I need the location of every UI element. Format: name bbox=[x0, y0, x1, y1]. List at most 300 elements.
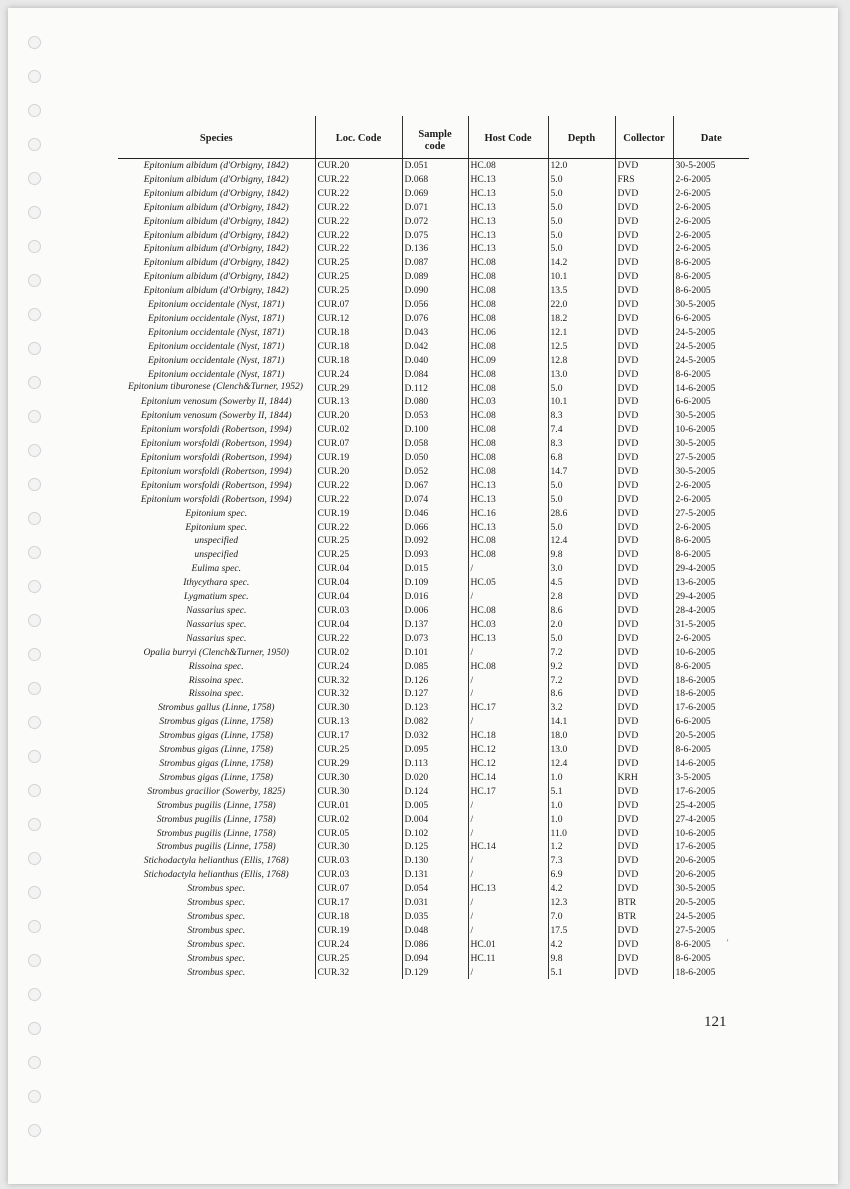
cell-collector: DVD bbox=[615, 201, 673, 215]
cell-depth: 18.2 bbox=[548, 312, 615, 326]
cell-species: Epitonium albidum (d'Orbigny, 1842) bbox=[143, 173, 289, 185]
table-row bbox=[118, 813, 749, 827]
cell-loc-code: CUR.25 bbox=[315, 534, 402, 548]
cell-collector: DVD bbox=[615, 632, 673, 646]
cell-date: 24-5-2005 bbox=[673, 340, 749, 354]
cell-collector: DVD bbox=[615, 799, 673, 813]
cell-host-code: / bbox=[468, 646, 548, 660]
cell-loc-code: CUR.24 bbox=[315, 660, 402, 674]
cell-host-code: / bbox=[468, 715, 548, 729]
cell-host-code: HC.17 bbox=[468, 785, 548, 799]
cell-host-code: HC.13 bbox=[468, 632, 548, 646]
binder-hole bbox=[28, 70, 41, 83]
cell-loc-code: CUR.19 bbox=[315, 924, 402, 938]
cell-collector: DVD bbox=[615, 701, 673, 715]
cell-depth: 1.0 bbox=[548, 771, 615, 785]
cell-host-code: HC.08 bbox=[468, 423, 548, 437]
cell-collector: DVD bbox=[615, 312, 673, 326]
cell-date: 27-5-2005 bbox=[673, 451, 749, 465]
cell-host-code: HC.09 bbox=[468, 354, 548, 368]
cell-host-code: HC.13 bbox=[468, 173, 548, 187]
cell-loc-code: CUR.22 bbox=[315, 201, 402, 215]
table-row bbox=[118, 201, 749, 215]
cell-loc-code: CUR.17 bbox=[315, 896, 402, 910]
cell-species: Epitonium albidum (d'Orbigny, 1842) bbox=[143, 285, 289, 297]
cell-sample-code: D.136 bbox=[402, 242, 468, 256]
table-row bbox=[118, 562, 749, 576]
cell-collector: DVD bbox=[615, 507, 673, 521]
binder-hole bbox=[28, 920, 41, 933]
cell-species: Epitonium worsfoldi (Robertson, 1994) bbox=[140, 465, 292, 477]
cell-depth: 8.3 bbox=[548, 409, 615, 423]
cell-species: Epitonium venosum (Sowerby II, 1844) bbox=[140, 396, 292, 408]
cell-sample-code: D.040 bbox=[402, 354, 468, 368]
cell-date: 30-5-2005 bbox=[673, 437, 749, 451]
cell-species: Strombus gallus (Linne, 1758) bbox=[158, 702, 275, 714]
table-row bbox=[118, 646, 749, 660]
cell-species: Epitonium occidentale (Nyst, 1871) bbox=[148, 368, 285, 380]
table-row bbox=[118, 590, 749, 604]
cell-collector: DVD bbox=[615, 674, 673, 688]
cell-date: 30-5-2005 bbox=[673, 298, 749, 312]
cell-species: Epitonium worsfoldi (Robertson, 1994) bbox=[140, 479, 292, 491]
table-row bbox=[118, 966, 749, 980]
cell-collector: DVD bbox=[615, 854, 673, 868]
cell-date: 2-6-2005 bbox=[673, 187, 749, 201]
cell-depth: 11.0 bbox=[548, 827, 615, 841]
table-row bbox=[118, 215, 749, 229]
cell-depth: 5.0 bbox=[548, 242, 615, 256]
cell-loc-code: CUR.25 bbox=[315, 270, 402, 284]
cell-loc-code: CUR.18 bbox=[315, 340, 402, 354]
cell-sample-code: D.076 bbox=[402, 312, 468, 326]
cell-sample-code: D.004 bbox=[402, 813, 468, 827]
cell-date: 30-5-2005 bbox=[673, 159, 749, 173]
cell-depth: 5.1 bbox=[548, 785, 615, 799]
cell-sample-code: D.069 bbox=[402, 187, 468, 201]
cell-species: Epitonium albidum (d'Orbigny, 1842) bbox=[143, 229, 289, 241]
cell-species: Nassarius spec. bbox=[186, 632, 247, 644]
cell-date: 8-6-2005 bbox=[673, 284, 749, 298]
table-row bbox=[118, 507, 749, 521]
table-row bbox=[118, 576, 749, 590]
cell-date: 8-6-2005 bbox=[673, 256, 749, 270]
cell-host-code: HC.18 bbox=[468, 729, 548, 743]
cell-collector: DVD bbox=[615, 687, 673, 701]
table-row bbox=[118, 159, 749, 173]
cell-sample-code: D.095 bbox=[402, 743, 468, 757]
cell-host-code: HC.13 bbox=[468, 187, 548, 201]
cell-host-code: HC.06 bbox=[468, 326, 548, 340]
table-row bbox=[118, 827, 749, 841]
cell-host-code: HC.08 bbox=[468, 256, 548, 270]
cell-date: 2-6-2005 bbox=[673, 173, 749, 187]
cell-species: Strombus gigas (Linne, 1758) bbox=[159, 730, 274, 742]
cell-species: Stichodactyla helianthus (Ellis, 1768) bbox=[143, 869, 289, 881]
cell-depth: 13.5 bbox=[548, 284, 615, 298]
cell-host-code: HC.13 bbox=[468, 229, 548, 243]
cell-collector: DVD bbox=[615, 576, 673, 590]
cell-loc-code: CUR.25 bbox=[315, 743, 402, 757]
cell-date: 10-6-2005 bbox=[673, 423, 749, 437]
cell-host-code: HC.13 bbox=[468, 882, 548, 896]
cell-loc-code: CUR.13 bbox=[315, 715, 402, 729]
cell-collector: DVD bbox=[615, 242, 673, 256]
binder-hole bbox=[28, 1022, 41, 1035]
cell-loc-code: CUR.22 bbox=[315, 521, 402, 535]
binder-hole bbox=[28, 1124, 41, 1137]
cell-depth: 1.0 bbox=[548, 799, 615, 813]
binder-hole bbox=[28, 818, 41, 831]
cell-species: Epitonium tiburonese (Clench&Turner, 1952) bbox=[128, 380, 303, 392]
cell-depth: 13.0 bbox=[548, 743, 615, 757]
cell-loc-code: CUR.30 bbox=[315, 785, 402, 799]
cell-sample-code: D.068 bbox=[402, 173, 468, 187]
cell-date: 30-5-2005 bbox=[673, 882, 749, 896]
cell-loc-code: CUR.20 bbox=[315, 465, 402, 479]
binder-hole bbox=[28, 1090, 41, 1103]
binder-hole bbox=[28, 580, 41, 593]
cell-sample-code: D.084 bbox=[402, 368, 468, 382]
cell-depth: 5.0 bbox=[548, 201, 615, 215]
cell-loc-code: CUR.24 bbox=[315, 938, 402, 952]
cell-collector: DVD bbox=[615, 215, 673, 229]
cell-species: Rissoina spec. bbox=[188, 688, 244, 700]
cell-species: Epitonium albidum (d'Orbigny, 1842) bbox=[143, 271, 289, 283]
cell-species: Stichodactyla helianthus (Ellis, 1768) bbox=[143, 855, 289, 867]
cell-host-code: HC.05 bbox=[468, 576, 548, 590]
cell-species: Nassarius spec. bbox=[186, 618, 247, 630]
cell-host-code: HC.03 bbox=[468, 395, 548, 409]
table-header-row bbox=[118, 116, 749, 159]
cell-depth: 4.2 bbox=[548, 882, 615, 896]
cell-date: 25-4-2005 bbox=[673, 799, 749, 813]
cell-loc-code: CUR.22 bbox=[315, 479, 402, 493]
cell-collector: DVD bbox=[615, 952, 673, 966]
cell-collector: DVD bbox=[615, 437, 673, 451]
binder-hole bbox=[28, 240, 41, 253]
cell-loc-code: CUR.04 bbox=[315, 562, 402, 576]
cell-loc-code: CUR.12 bbox=[315, 312, 402, 326]
cell-sample-code: D.043 bbox=[402, 326, 468, 340]
binder-hole bbox=[28, 138, 41, 151]
cell-depth: 3.0 bbox=[548, 562, 615, 576]
cell-loc-code: CUR.32 bbox=[315, 687, 402, 701]
cell-collector: DVD bbox=[615, 187, 673, 201]
cell-sample-code: D.086 bbox=[402, 938, 468, 952]
cell-sample-code: D.015 bbox=[402, 562, 468, 576]
cell-date: 31-5-2005 bbox=[673, 618, 749, 632]
cell-depth: 10.1 bbox=[548, 395, 615, 409]
cell-sample-code: D.073 bbox=[402, 632, 468, 646]
cell-species: Strombus spec. bbox=[187, 924, 246, 936]
cell-date: 13-6-2005 bbox=[673, 576, 749, 590]
cell-species: Strombus gigas (Linne, 1758) bbox=[159, 757, 274, 769]
cell-species: Rissoina spec. bbox=[188, 674, 244, 686]
cell-species: Epitonium worsfoldi (Robertson, 1994) bbox=[140, 452, 292, 464]
cell-host-code: HC.08 bbox=[468, 409, 548, 423]
binder-hole bbox=[28, 1056, 41, 1069]
cell-collector: DVD bbox=[615, 590, 673, 604]
table-row bbox=[118, 896, 749, 910]
cell-depth: 7.0 bbox=[548, 910, 615, 924]
page-number: 121 bbox=[704, 1014, 727, 1030]
cell-date: 24-5-2005 bbox=[673, 910, 749, 924]
cell-loc-code: CUR.19 bbox=[315, 451, 402, 465]
cell-collector: DVD bbox=[615, 882, 673, 896]
cell-species: unspecified bbox=[194, 535, 239, 547]
cell-species: Strombus gigas (Linne, 1758) bbox=[159, 716, 274, 728]
cell-loc-code: CUR.30 bbox=[315, 771, 402, 785]
cell-collector: DVD bbox=[615, 451, 673, 465]
cell-date: 18-6-2005 bbox=[673, 687, 749, 701]
cell-collector: DVD bbox=[615, 534, 673, 548]
cell-sample-code: D.124 bbox=[402, 785, 468, 799]
cell-sample-code: D.137 bbox=[402, 618, 468, 632]
cell-species: Strombus spec. bbox=[187, 966, 246, 978]
cell-sample-code: D.031 bbox=[402, 896, 468, 910]
cell-collector: DVD bbox=[615, 840, 673, 854]
cell-loc-code: CUR.05 bbox=[315, 827, 402, 841]
cell-sample-code: D.042 bbox=[402, 340, 468, 354]
cell-date: 24-5-2005 bbox=[673, 326, 749, 340]
cell-species: Epitonium albidum (d'Orbigny, 1842) bbox=[143, 160, 289, 171]
cell-sample-code: D.129 bbox=[402, 966, 468, 980]
cell-depth: 7.2 bbox=[548, 646, 615, 660]
cell-sample-code: D.093 bbox=[402, 548, 468, 562]
binder-hole bbox=[28, 614, 41, 627]
cell-depth: 14.2 bbox=[548, 256, 615, 270]
cell-depth: 5.0 bbox=[548, 632, 615, 646]
binder-hole bbox=[28, 308, 41, 321]
cell-date: 27-5-2005 bbox=[673, 507, 749, 521]
cell-sample-code: D.016 bbox=[402, 590, 468, 604]
cell-sample-code: D.071 bbox=[402, 201, 468, 215]
cell-collector: DVD bbox=[615, 966, 673, 980]
cell-date: 2-6-2005 bbox=[673, 229, 749, 243]
cell-loc-code: CUR.03 bbox=[315, 868, 402, 882]
cell-host-code: / bbox=[468, 590, 548, 604]
cell-species: Epitonium worsfoldi (Robertson, 1994) bbox=[140, 424, 292, 436]
cell-species: Epitonium occidentale (Nyst, 1871) bbox=[148, 312, 285, 324]
cell-collector: DVD bbox=[615, 924, 673, 938]
cell-loc-code: CUR.29 bbox=[315, 382, 402, 396]
table-row bbox=[118, 952, 749, 966]
cell-depth: 12.1 bbox=[548, 326, 615, 340]
binder-hole bbox=[28, 954, 41, 967]
cell-date: 2-6-2005 bbox=[673, 521, 749, 535]
cell-sample-code: D.125 bbox=[402, 840, 468, 854]
cell-sample-code: D.050 bbox=[402, 451, 468, 465]
cell-host-code: HC.08 bbox=[468, 437, 548, 451]
cell-collector: DVD bbox=[615, 868, 673, 882]
cell-collector: FRS bbox=[615, 173, 673, 187]
cell-sample-code: D.102 bbox=[402, 827, 468, 841]
binder-hole bbox=[28, 546, 41, 559]
cell-depth: 6.9 bbox=[548, 868, 615, 882]
cell-depth: 4.2 bbox=[548, 938, 615, 952]
cell-depth: 5.0 bbox=[548, 479, 615, 493]
cell-depth: 7.4 bbox=[548, 423, 615, 437]
cell-collector: DVD bbox=[615, 270, 673, 284]
table-row bbox=[118, 354, 749, 368]
cell-species: Epitonium occidentale (Nyst, 1871) bbox=[148, 299, 285, 311]
specimen-table bbox=[118, 116, 749, 979]
col-header-loc-code: Loc. Code bbox=[315, 116, 402, 159]
cell-loc-code: CUR.18 bbox=[315, 910, 402, 924]
cell-date: 20-6-2005 bbox=[673, 868, 749, 882]
cell-collector: DVD bbox=[615, 743, 673, 757]
cell-collector: DVD bbox=[615, 562, 673, 576]
cell-host-code: HC.08 bbox=[468, 270, 548, 284]
cell-loc-code: CUR.04 bbox=[315, 590, 402, 604]
cell-loc-code: CUR.22 bbox=[315, 493, 402, 507]
cell-host-code: HC.16 bbox=[468, 507, 548, 521]
cell-species: Ithycythara spec. bbox=[183, 577, 250, 589]
cell-date: 14-6-2005 bbox=[673, 382, 749, 396]
cell-species: Epitonium occidentale (Nyst, 1871) bbox=[148, 340, 285, 352]
cell-host-code: HC.08 bbox=[468, 312, 548, 326]
cell-depth: 14.1 bbox=[548, 715, 615, 729]
binder-hole bbox=[28, 206, 41, 219]
cell-species: Rissoina spec. bbox=[188, 660, 244, 672]
cell-loc-code: CUR.04 bbox=[315, 576, 402, 590]
cell-date: 8-6-2005 bbox=[673, 548, 749, 562]
table-row bbox=[118, 674, 749, 688]
cell-loc-code: CUR.22 bbox=[315, 229, 402, 243]
cell-date: 29-4-2005 bbox=[673, 590, 749, 604]
binder-hole bbox=[28, 716, 41, 729]
binder-hole bbox=[28, 682, 41, 695]
cell-collector: DVD bbox=[615, 938, 673, 952]
table-row bbox=[118, 423, 749, 437]
cell-host-code: / bbox=[468, 868, 548, 882]
cell-species: unspecified bbox=[194, 549, 239, 561]
cell-host-code: HC.13 bbox=[468, 201, 548, 215]
binder-hole bbox=[28, 750, 41, 763]
cell-species: Epitonium worsfoldi (Robertson, 1994) bbox=[140, 493, 292, 505]
cell-loc-code: CUR.17 bbox=[315, 729, 402, 743]
cell-date: 2-6-2005 bbox=[673, 632, 749, 646]
cell-sample-code: D.090 bbox=[402, 284, 468, 298]
cell-date: 28-4-2005 bbox=[673, 604, 749, 618]
binder-hole bbox=[28, 784, 41, 797]
cell-species: Strombus spec. bbox=[187, 938, 246, 950]
cell-date: 8-6-2005 bbox=[673, 952, 749, 966]
cell-depth: 5.0 bbox=[548, 382, 615, 396]
cell-loc-code: CUR.30 bbox=[315, 840, 402, 854]
cell-loc-code: CUR.32 bbox=[315, 966, 402, 980]
cell-collector: DVD bbox=[615, 521, 673, 535]
cell-species: Strombus gracilior (Sowerby, 1825) bbox=[147, 785, 286, 797]
cell-date: 6-6-2005 bbox=[673, 715, 749, 729]
cell-depth: 2.0 bbox=[548, 618, 615, 632]
cell-sample-code: D.109 bbox=[402, 576, 468, 590]
cell-sample-code: D.058 bbox=[402, 437, 468, 451]
cell-species: Strombus spec. bbox=[187, 910, 246, 922]
cell-date: 6-6-2005 bbox=[673, 395, 749, 409]
cell-depth: 17.5 bbox=[548, 924, 615, 938]
cell-sample-code: D.094 bbox=[402, 952, 468, 966]
table-row bbox=[118, 924, 749, 938]
binder-hole bbox=[28, 172, 41, 185]
table-row bbox=[118, 729, 749, 743]
cell-loc-code: CUR.19 bbox=[315, 507, 402, 521]
binder-hole bbox=[28, 478, 41, 491]
cell-date: 24-5-2005 bbox=[673, 354, 749, 368]
cell-host-code: HC.08 bbox=[468, 382, 548, 396]
cell-species: Epitonium occidentale (Nyst, 1871) bbox=[148, 354, 285, 366]
cell-depth: 9.2 bbox=[548, 660, 615, 674]
cell-date: 8-6-2005 bbox=[673, 270, 749, 284]
cell-loc-code: CUR.18 bbox=[315, 326, 402, 340]
cell-depth: 8.3 bbox=[548, 437, 615, 451]
binder-hole bbox=[28, 988, 41, 1001]
cell-date: 17-6-2005 bbox=[673, 701, 749, 715]
cell-species: Strombus pugilis (Linne, 1758) bbox=[156, 841, 276, 853]
cell-date: 8-6-2005 bbox=[673, 660, 749, 674]
cell-loc-code: CUR.03 bbox=[315, 604, 402, 618]
cell-collector: DVD bbox=[615, 395, 673, 409]
cell-host-code: / bbox=[468, 562, 548, 576]
cell-host-code: HC.13 bbox=[468, 215, 548, 229]
cell-depth: 14.7 bbox=[548, 465, 615, 479]
cell-depth: 12.0 bbox=[548, 159, 615, 173]
cell-sample-code: D.051 bbox=[402, 159, 468, 173]
table-row bbox=[118, 451, 749, 465]
cell-depth: 1.2 bbox=[548, 840, 615, 854]
table-row bbox=[118, 687, 749, 701]
cell-sample-code: D.080 bbox=[402, 395, 468, 409]
table-row bbox=[118, 340, 749, 354]
cell-depth: 8.6 bbox=[548, 604, 615, 618]
table-row bbox=[118, 854, 749, 868]
cell-depth: 4.5 bbox=[548, 576, 615, 590]
cell-collector: DVD bbox=[615, 618, 673, 632]
cell-host-code: HC.08 bbox=[468, 604, 548, 618]
cell-date: 2-6-2005 bbox=[673, 242, 749, 256]
cell-date: 29-4-2005 bbox=[673, 562, 749, 576]
cell-collector: DVD bbox=[615, 409, 673, 423]
cell-date: 17-6-2005 bbox=[673, 785, 749, 799]
table-row bbox=[118, 298, 749, 312]
cell-collector: DVD bbox=[615, 284, 673, 298]
cell-loc-code: CUR.25 bbox=[315, 952, 402, 966]
cell-loc-code: CUR.30 bbox=[315, 701, 402, 715]
cell-date: 2-6-2005 bbox=[673, 215, 749, 229]
cell-depth: 18.0 bbox=[548, 729, 615, 743]
cell-depth: 9.8 bbox=[548, 952, 615, 966]
col-header-species: Species bbox=[118, 116, 315, 159]
cell-depth: 10.1 bbox=[548, 270, 615, 284]
cell-date: 8-6-2005 bbox=[673, 938, 749, 952]
cell-depth: 1.0 bbox=[548, 813, 615, 827]
table-row bbox=[118, 395, 749, 409]
table-row bbox=[118, 229, 749, 243]
binder-hole bbox=[28, 104, 41, 117]
cell-host-code: / bbox=[468, 674, 548, 688]
cell-loc-code: CUR.03 bbox=[315, 854, 402, 868]
cell-host-code: HC.08 bbox=[468, 548, 548, 562]
cell-host-code: HC.13 bbox=[468, 521, 548, 535]
cell-species: Epitonium spec. bbox=[185, 507, 248, 519]
cell-species: Epitonium occidentale (Nyst, 1871) bbox=[148, 326, 285, 338]
cell-depth: 7.2 bbox=[548, 674, 615, 688]
cell-loc-code: CUR.04 bbox=[315, 618, 402, 632]
table-row bbox=[118, 437, 749, 451]
cell-collector: DVD bbox=[615, 298, 673, 312]
cell-collector: DVD bbox=[615, 326, 673, 340]
